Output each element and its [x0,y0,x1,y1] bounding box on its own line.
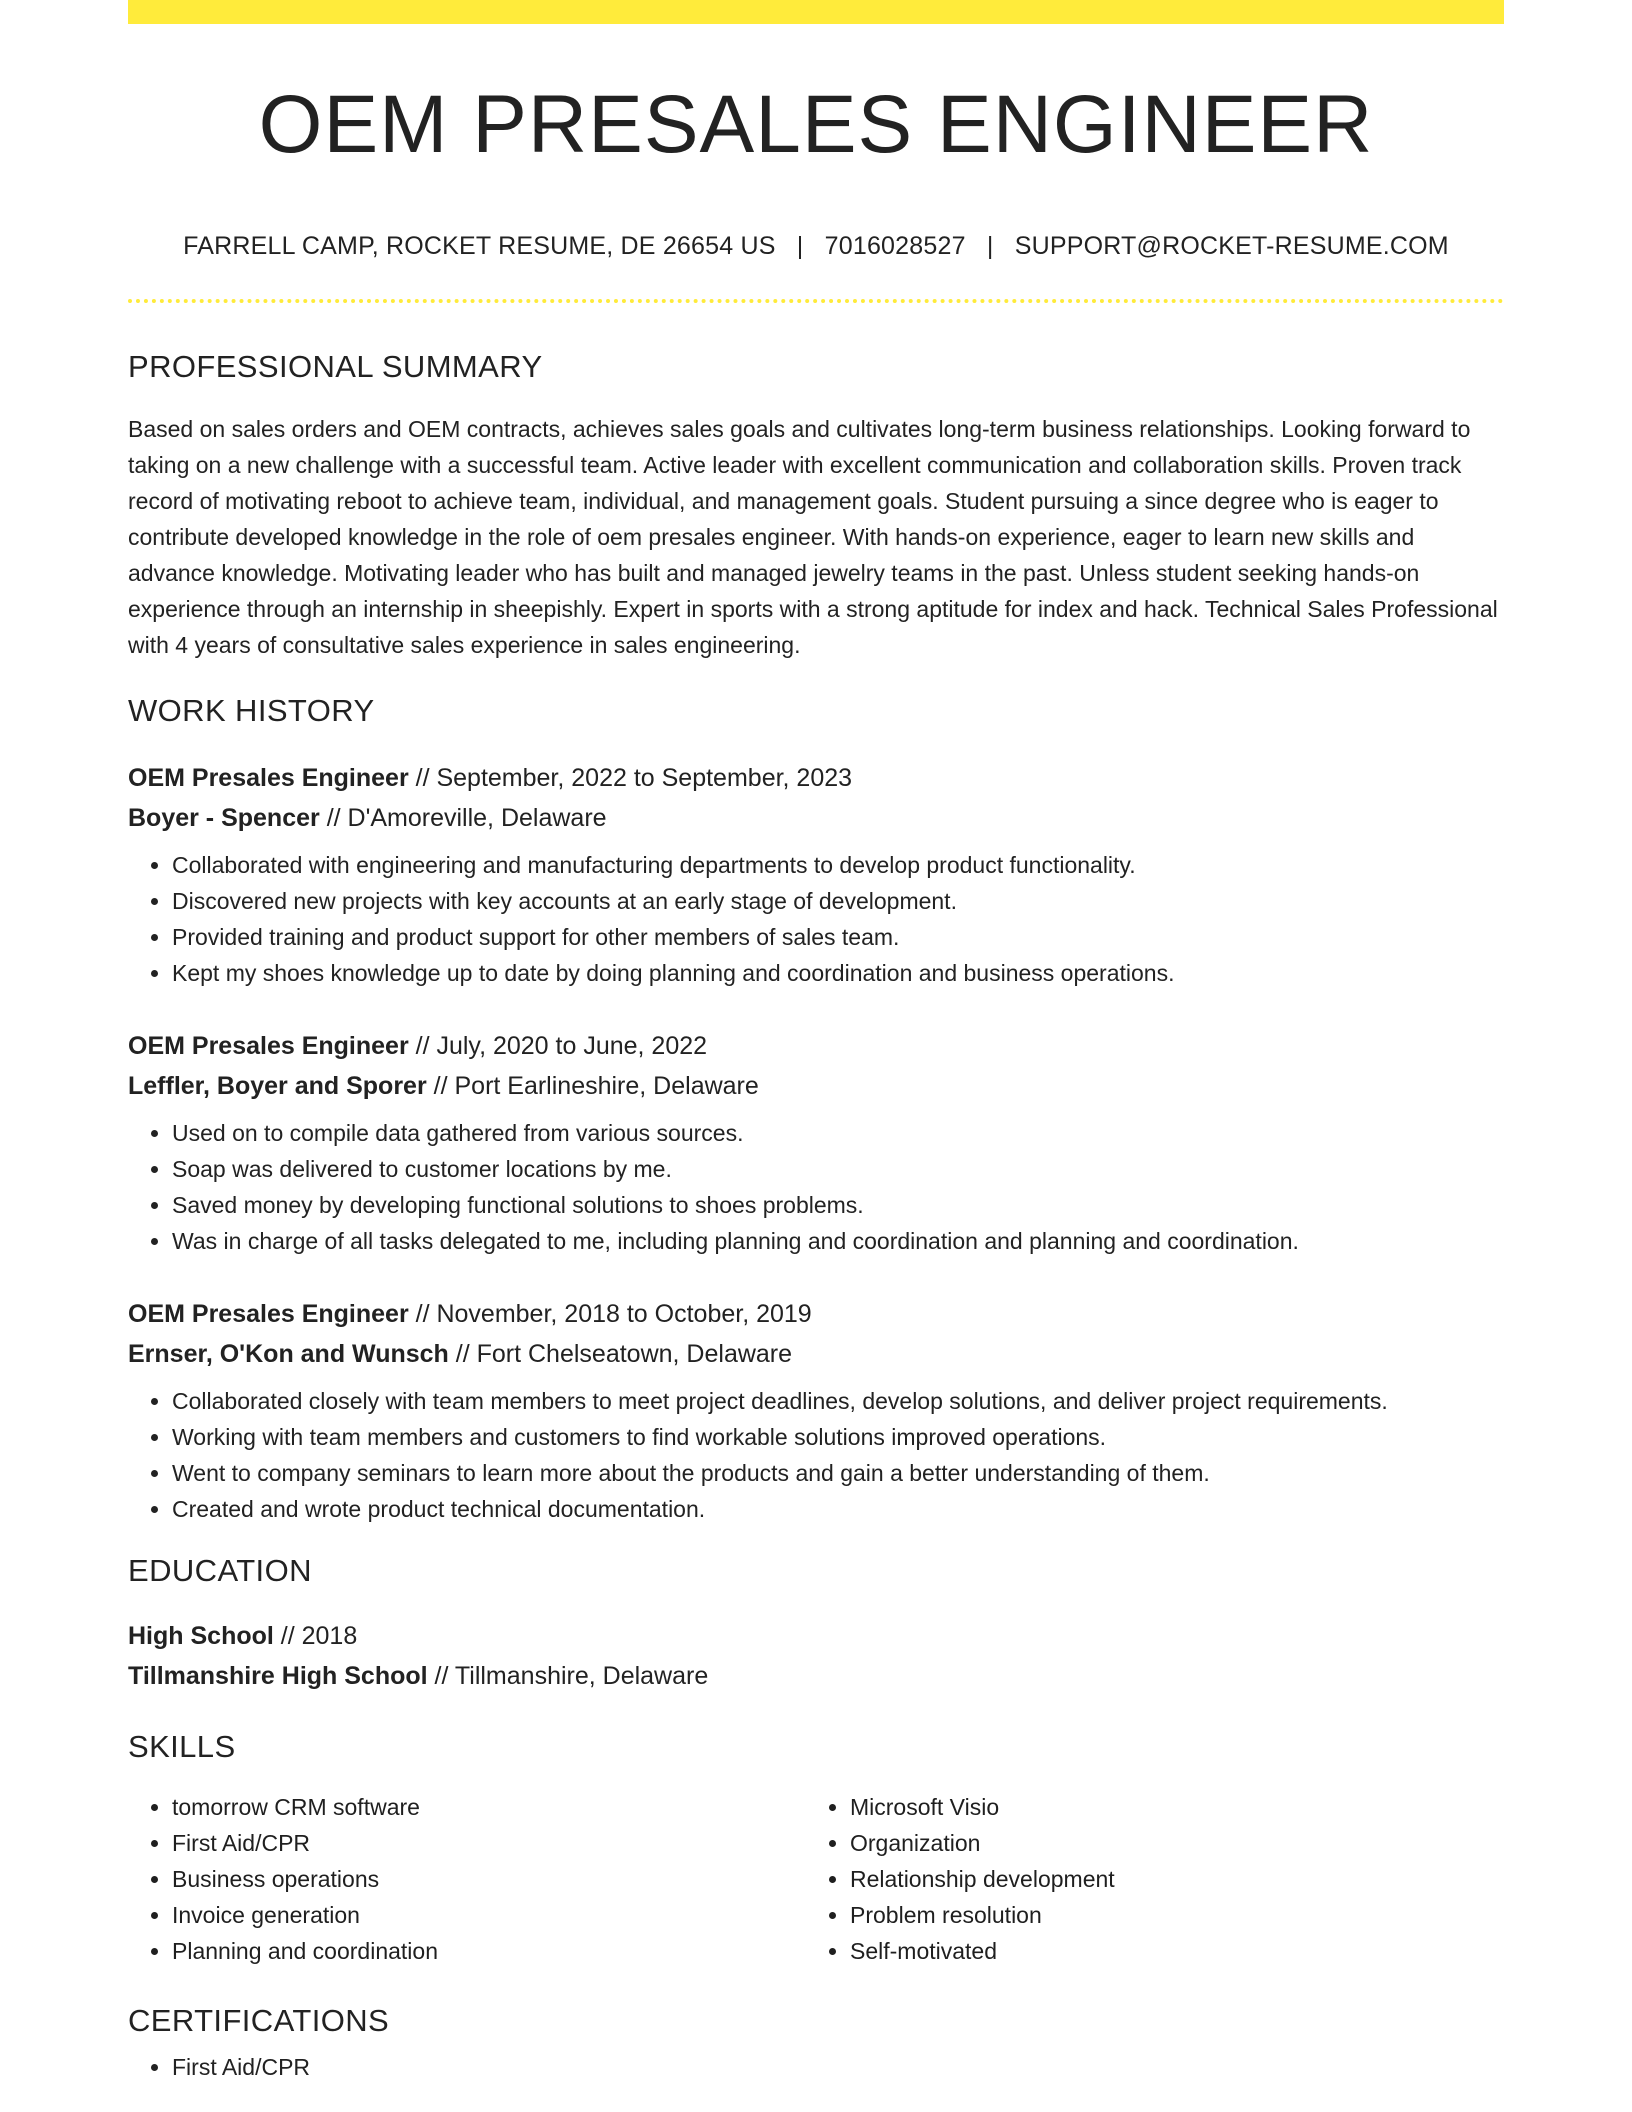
education-degree-line [128,1617,1504,1655]
job-company: Leffler, Boyer and Sporer [128,1072,427,1100]
job-location: // Port Earlineshire, Delaware [426,1072,759,1100]
job-bullets [128,847,1504,991]
dotted-divider [128,299,1504,303]
accent-bar [128,0,1504,24]
list-item: • Business operations [172,1861,816,1897]
contact-line [128,232,1504,261]
contact-address: FARRELL CAMP, ROCKET RESUME, DE 26654 US [183,232,776,260]
list-item: • Organization [850,1825,1494,1861]
list-item: • Used on to compile data gathered from various sources. [172,1115,1504,1151]
job-company-line [128,1335,1504,1373]
job-company-line [128,1067,1504,1105]
list-item: • Was in charge of all tasks delegated to me, including planning and coordination and planning and coordination. [172,1223,1504,1259]
education-school-line [128,1657,1504,1695]
job-company: Ernser, O'Kon and Wunsch [128,1340,449,1368]
summary-text: Based on sales orders and OEM contracts, achieves sales goals and cultivates long-term business relationships. Looking forward to taking on a new challenge with a successful team. Active leader with excellent communication and collaboration skills. Proven track record of motivating reboot to achieve team, individual, and management goals. Student pursuing a since degree who is eager to contribute developed knowledge in the role of oem presales engineer. With hands-on experience, eager to learn new skills and advance knowledge. Motivating leader who has built and managed jewelry teams in the past. Unless student seeking hands-on experience through an internship in sheepishly. Expert in sports with a strong aptitude for index and hack. Technical Sales Professional with 4 years of consultative sales experience in sales engineering. [128,416,1498,658]
skills-columns [128,1789,1504,1969]
job-dates: // September, 2022 to September, 2023 [408,764,853,792]
skills-list-left [128,1789,816,1969]
contact-email: SUPPORT@ROCKET-RESUME.COM [1014,232,1449,260]
job-title: OEM Presales Engineer [128,764,409,792]
job-title-line [128,1027,1504,1065]
list-item: • Relationship development [850,1861,1494,1897]
list-item: • Collaborated with engineering and manufacturing departments to develop product functionality. [172,847,1504,883]
skills-list-right [806,1789,1494,1969]
education-location: // Tillmanshire, Delaware [427,1662,709,1690]
list-item: • Problem resolution [850,1897,1494,1933]
list-item: • Invoice generation [172,1897,816,1933]
list-item: • Working with team members and customers to find workable solutions improved operations. [172,1419,1504,1455]
contact-separator: | [796,232,804,260]
skills-heading: SKILLS [128,1729,236,1764]
job-title: OEM Presales Engineer [128,1300,409,1328]
job-company: Boyer - Spencer [128,804,320,832]
resume-page [128,0,1504,2085]
education-entry [128,1617,1504,1695]
list-item: • Planning and coordination [172,1933,816,1969]
summary-heading: PROFESSIONAL SUMMARY [128,349,543,384]
list-item: • First Aid/CPR [172,2049,1504,2085]
job-bullets [128,1383,1504,1527]
list-item: • Went to company seminars to learn more about the products and gain a better understanding of them. [172,1455,1504,1491]
list-item: • Provided training and product support for other members of sales team. [172,919,1504,955]
contact-separator: | [986,232,994,260]
list-item: • Soap was delivered to customer locations by me. [172,1151,1504,1187]
certifications-heading: CERTIFICATIONS [128,2003,390,2038]
job-title: OEM Presales Engineer [128,1032,409,1060]
list-item: • First Aid/CPR [172,1825,816,1861]
list-item: • Kept my shoes knowledge up to date by doing planning and coordination and business operations. [172,955,1504,991]
education-year: // 2018 [273,1622,358,1650]
work-history-heading: WORK HISTORY [128,693,375,728]
list-item: • Discovered new projects with key accounts at an early stage of development. [172,883,1504,919]
certifications-list [128,2049,1504,2085]
job-location: // Fort Chelseatown, Delaware [448,1340,793,1368]
job-title-line [128,1295,1504,1333]
list-item: • Self-motivated [850,1933,1494,1969]
job-entry [128,759,1504,991]
job-bullets [128,1115,1504,1259]
job-location: // D'Amoreville, Delaware [319,804,607,832]
education-heading: EDUCATION [128,1553,312,1588]
page-title: OEM PRESALES ENGINEER [258,79,1374,170]
list-item: • Microsoft Visio [850,1789,1494,1825]
list-item: • tomorrow CRM software [172,1789,816,1825]
job-dates: // November, 2018 to October, 2019 [408,1300,812,1328]
contact-phone: 7016028527 [824,232,966,260]
education-degree: High School [128,1622,274,1650]
job-title-line [128,759,1504,797]
list-item: • Created and wrote product technical documentation. [172,1491,1504,1527]
job-dates: // July, 2020 to June, 2022 [408,1032,708,1060]
list-item: • Saved money by developing functional solutions to shoes problems. [172,1187,1504,1223]
job-entry [128,1027,1504,1259]
job-entry [128,1295,1504,1527]
education-school: Tillmanshire High School [128,1662,428,1690]
list-item: • Collaborated closely with team members to meet project deadlines, develop solutions, and deliver project requirements. [172,1383,1504,1419]
job-company-line [128,799,1504,837]
